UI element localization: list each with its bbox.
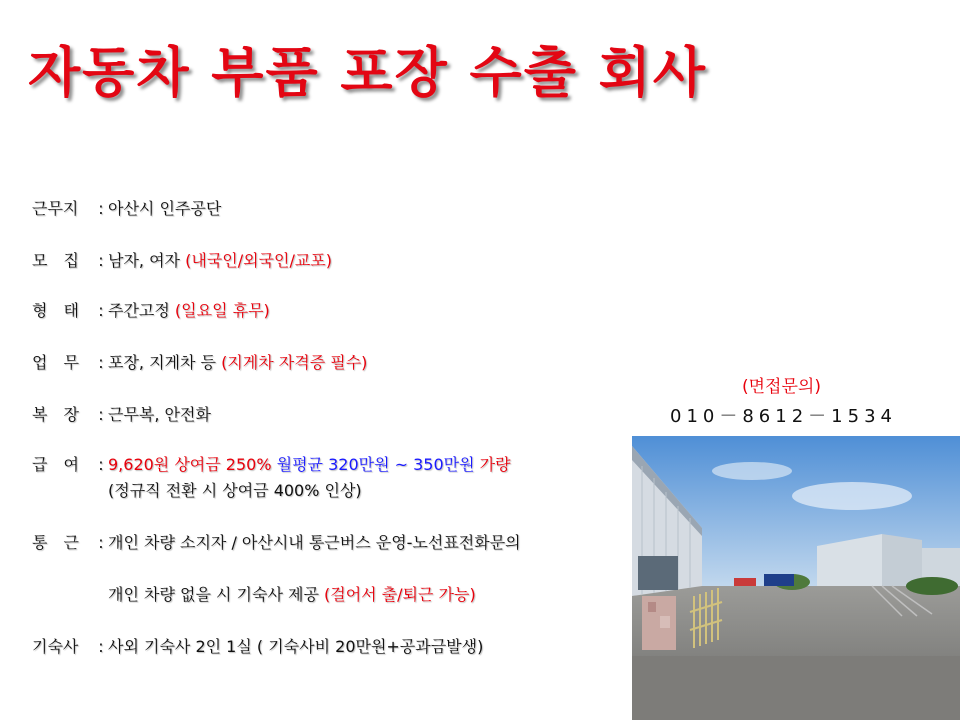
- separator: :: [98, 637, 104, 656]
- separator: :: [98, 353, 104, 372]
- row-label: 통 근: [32, 533, 79, 552]
- page-title: 자동차 부품 포장 수출 회사: [28, 41, 708, 104]
- separator: :: [98, 301, 104, 320]
- row-value: 아산시 인주공단: [108, 199, 222, 218]
- row-label: 형 태: [32, 301, 79, 320]
- row-form: [32, 298, 270, 321]
- row-value: 사외 기숙사 2인 1실 ( 기숙사비 20만원+공과금발생): [108, 637, 484, 656]
- row-commute-line2: [108, 582, 476, 605]
- row-label: 복 장: [32, 405, 79, 424]
- commute-dorm-note: (걸어서 출/퇴근 가능): [324, 585, 476, 604]
- separator: :: [98, 405, 104, 424]
- row-commute: [32, 530, 521, 553]
- row-dorm: [32, 634, 483, 657]
- factory-photo: [632, 436, 960, 720]
- row-value: 주간고정: [108, 301, 175, 320]
- row-label: 기숙사: [32, 637, 79, 656]
- pay-tail: 가량: [479, 455, 511, 474]
- separator: :: [98, 199, 104, 218]
- row-clothing: [32, 402, 211, 425]
- contact-title: (면접문의): [742, 377, 821, 397]
- row-note: (내국인/외국인/교포): [185, 251, 333, 270]
- commute-dorm-text: 개인 차량 없을 시 기숙사 제공: [108, 585, 324, 604]
- row-label: 모 집: [32, 251, 79, 270]
- row-note: (지게차 자격증 필수): [221, 353, 368, 372]
- separator: :: [98, 455, 104, 474]
- separator: :: [98, 251, 104, 270]
- row-value: 남자, 여자: [108, 251, 186, 270]
- pay-hourly: 9,620원 상여금 250%: [108, 455, 277, 474]
- pay-monthly: 월평균 320만원 ~ 350만원: [276, 455, 480, 474]
- row-recruit: [32, 248, 332, 271]
- row-value: 근무복, 안전화: [108, 405, 211, 424]
- row-value: 개인 차량 소지자 / 아산시내 통근버스 운영-노선표전화문의: [108, 533, 521, 552]
- row-value: 포장, 지게차 등: [108, 353, 222, 372]
- row-label: 급 여: [32, 455, 79, 474]
- row-pay-line2: (정규직 전환 시 상여금 400% 인상): [108, 481, 362, 500]
- row-duty: [32, 350, 367, 373]
- row-pay: [32, 452, 511, 475]
- contact-phone: 010－8612－1534: [670, 406, 897, 427]
- row-location: [32, 196, 221, 219]
- separator: :: [98, 533, 104, 552]
- row-note: (일요일 휴무): [174, 301, 270, 320]
- row-label: 업 무: [32, 353, 79, 372]
- row-label: 근무지: [32, 199, 79, 218]
